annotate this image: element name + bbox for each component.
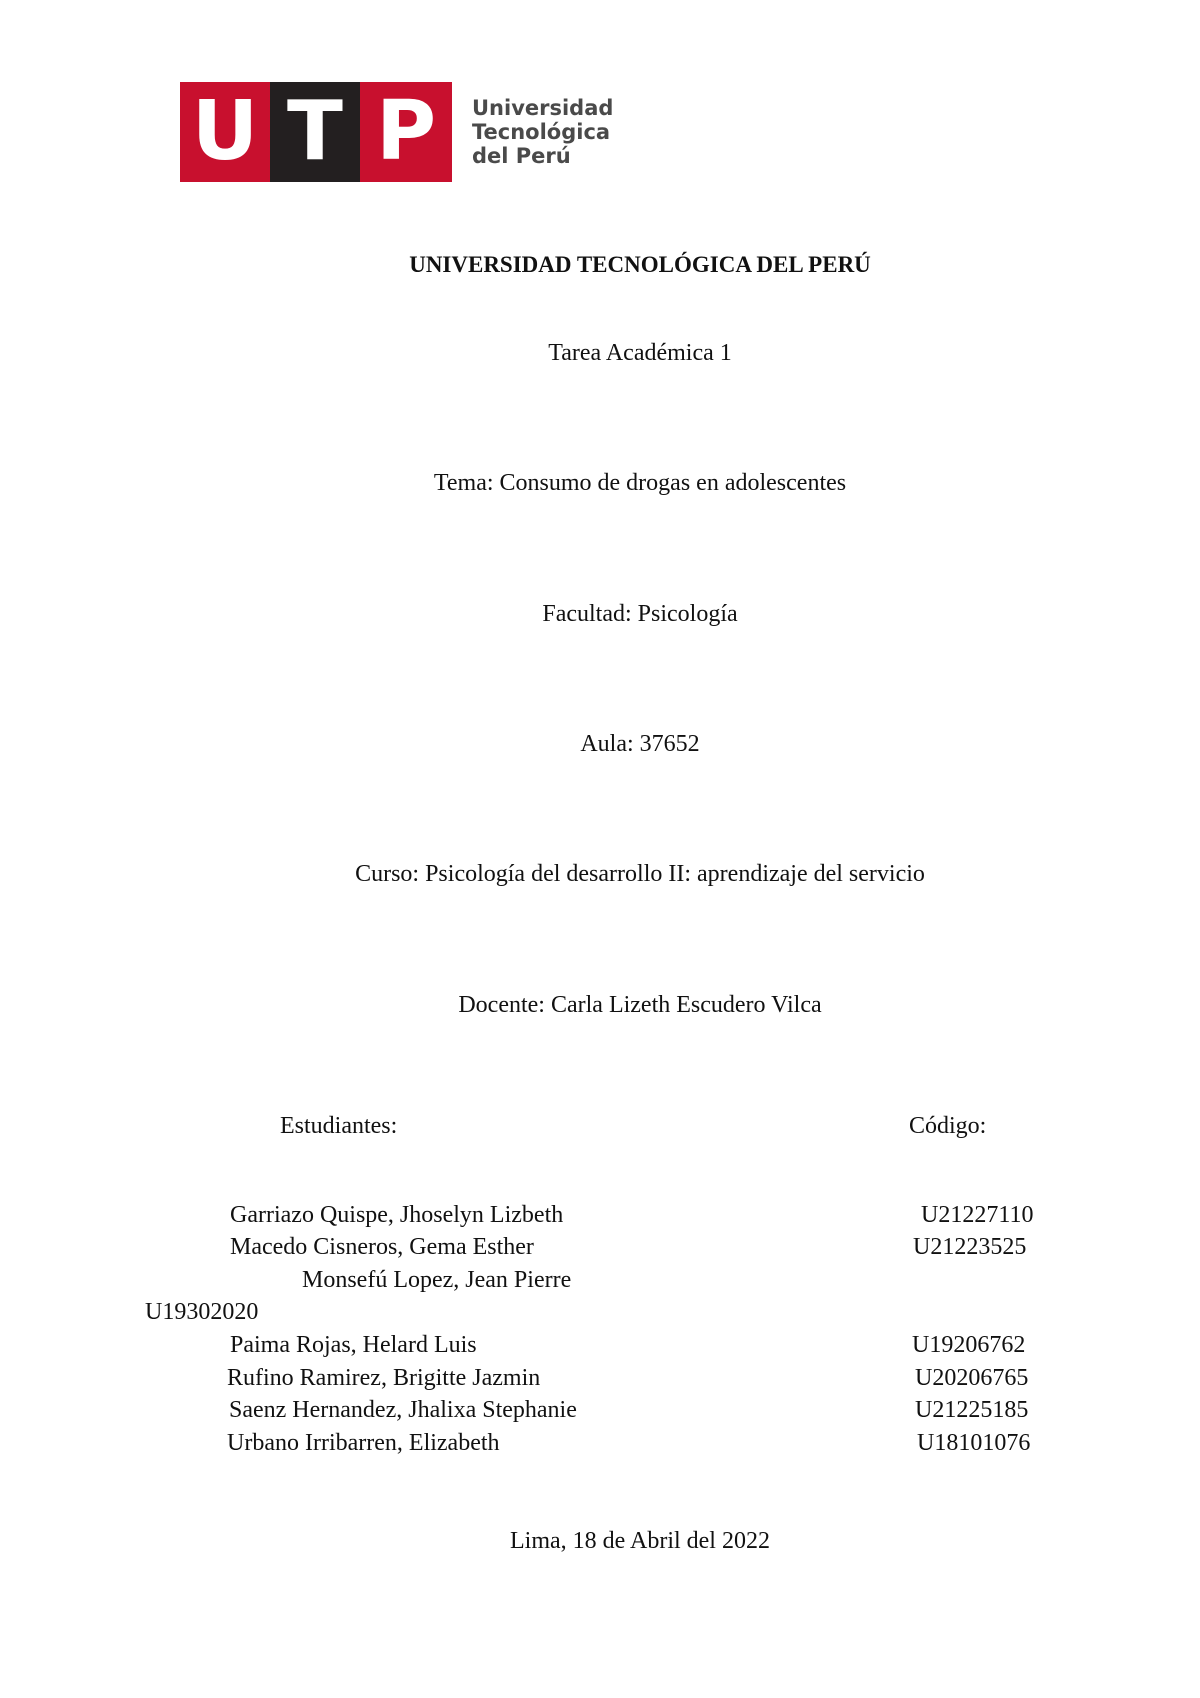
student-name: Saenz Hernandez, Jhalixa Stephanie bbox=[229, 1397, 577, 1423]
topic-line: Tema: Consumo de drogas en adolescentes bbox=[433, 470, 847, 496]
student-code: U20206765 bbox=[915, 1365, 1029, 1391]
student-name: Paima Rojas, Helard Luis bbox=[230, 1332, 477, 1358]
logo-text-line-2: Tecnológica bbox=[472, 120, 611, 144]
student-code: U19206762 bbox=[912, 1332, 1026, 1358]
student-name: Macedo Cisneros, Gema Esther bbox=[230, 1234, 534, 1260]
student-name: Garriazo Quispe, Jhoselyn Lizbeth bbox=[230, 1202, 564, 1228]
course-line: Curso: Psicología del desarrollo II: aprendizaje del servicio bbox=[355, 861, 925, 887]
logo-letter-t: T bbox=[270, 82, 360, 182]
student-code: U21223525 bbox=[913, 1234, 1027, 1260]
code-header: Código: bbox=[909, 1113, 987, 1139]
students-header: Estudiantes: bbox=[280, 1113, 398, 1139]
student-code: U21227110 bbox=[921, 1202, 1034, 1228]
classroom-line: Aula: 37652 bbox=[580, 731, 700, 757]
student-name: Urbano Irribarren, Elizabeth bbox=[227, 1430, 500, 1456]
logo-text-line-3: del Perú bbox=[472, 144, 571, 168]
place-date: Lima, 18 de Abril del 2022 bbox=[510, 1528, 770, 1554]
logo-letter-u: U bbox=[180, 82, 270, 182]
assignment-title: Tarea Académica 1 bbox=[548, 340, 732, 366]
logo-wordmark bbox=[472, 96, 613, 168]
student-name: Monsefú Lopez, Jean Pierre bbox=[302, 1267, 572, 1293]
utp-logo bbox=[180, 82, 613, 182]
faculty-line: Facultad: Psicología bbox=[542, 601, 738, 627]
student-code: U21225185 bbox=[915, 1397, 1029, 1423]
student-code: U19302020 bbox=[145, 1299, 259, 1325]
student-name: Rufino Ramirez, Brigitte Jazmin bbox=[227, 1365, 541, 1391]
teacher-line: Docente: Carla Lizeth Escudero Vilca bbox=[458, 992, 822, 1018]
logo-text-line-1: Universidad bbox=[472, 96, 614, 120]
university-title: UNIVERSIDAD TECNOLÓGICA DEL PERÚ bbox=[409, 252, 871, 277]
logo-letter-p: P bbox=[360, 82, 452, 182]
student-code: U18101076 bbox=[917, 1430, 1031, 1456]
